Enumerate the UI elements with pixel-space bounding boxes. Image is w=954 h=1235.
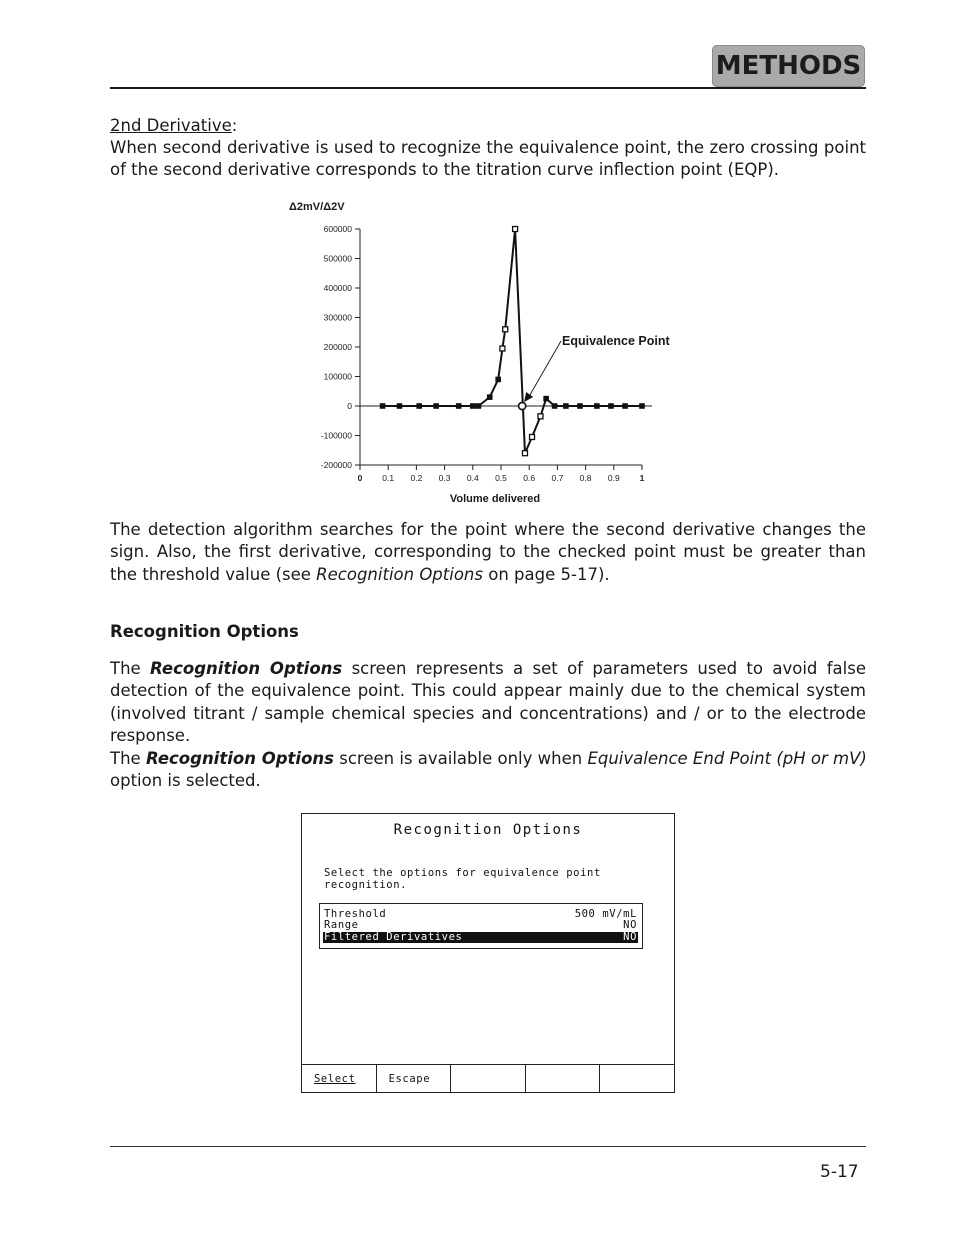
p2-pre: The [110,749,146,768]
detection-text-1: The detection algorithm searches for the point where the second derivative changes the sign. Also, the first derivative, corresponding to the checked point must be greater than the threshold value (see [110,520,866,584]
equivalence-point-marker [519,402,526,409]
data-point [476,403,482,409]
x-tick-label: 0.4 [466,473,479,483]
data-point [495,377,501,383]
data-point [577,403,583,409]
y-tick-label: 500000 [323,253,352,264]
header-rule [110,87,866,89]
data-point [639,403,645,409]
data-point [500,346,505,351]
x-tick-label: 0.2 [410,473,423,483]
softkey-bar [302,1064,674,1092]
options-list [319,903,643,949]
equivalence-annotation [519,334,671,410]
option-range[interactable] [323,920,638,931]
x-tick-label: 0.7 [551,473,564,483]
y-tick-label: 0 [347,401,352,411]
recognition-paragraph-1 [110,658,866,748]
data-point [456,403,462,409]
x-ticks [358,465,645,483]
data-point [503,327,508,332]
p2-post: option is selected. [110,771,261,791]
x-tick-label: 0.1 [382,473,395,483]
screen-title: Recognition Options [393,822,583,838]
p1-pre: The [110,659,151,678]
x-tick-label: 0.8 [579,473,592,483]
data-point [416,403,422,409]
data-point [530,434,535,439]
option-label: Range [324,919,359,931]
data-point [470,403,476,409]
option-label: Filtered Derivatives [324,931,463,943]
section-badge: METHODS [712,45,865,87]
p2-term: Recognition Options [145,749,334,768]
data-point [538,414,543,419]
y-tick-label: 600000 [323,224,352,234]
recognition-options-link[interactable]: Recognition Options [316,564,483,584]
data-point [487,394,493,400]
x-tick-label: 0.5 [495,473,507,483]
x-tick-label: 1 [639,473,645,483]
y-tick-label: 400000 [323,283,352,293]
data-point [397,403,403,409]
select-softkey[interactable]: Select [302,1065,377,1092]
x-tick-label: 0.3 [438,473,451,483]
data-point [433,403,439,409]
data-point [622,403,628,409]
page-number: 5-17 [820,1162,859,1182]
p1-term: Recognition Options [150,659,343,678]
y-ticks [321,224,360,470]
x-axis-label: Volume delivered [449,493,541,505]
option-value: NO [623,931,637,943]
annotation-leader [528,341,561,398]
p1-post: screen represents a set of parameters used to avoid false detection of the equivalence point. This could appear mainly due to the chemical system (involved titrant / sample chemical species and concentrations) and / or to the electrode response. [110,659,866,746]
data-point [563,403,569,409]
softkey-4[interactable] [526,1065,601,1092]
recognition-heading: Recognition Options [110,622,299,641]
data-point [552,403,558,409]
p2-mid: screen is available only when [334,749,588,768]
second-derivative-chart [280,195,720,510]
data-point [543,396,549,402]
intro-heading: 2nd Derivative [110,116,232,135]
intro-heading-colon: : [231,116,238,135]
data-point [608,403,614,409]
escape-softkey[interactable]: Escape [377,1065,452,1092]
option-value: NO [623,919,637,931]
recognition-paragraph-2 [110,748,870,793]
y-axis-label: Δ2mV/Δ2V [289,201,345,213]
footer-rule [110,1146,866,1147]
y-tick-label: 100000 [323,371,352,382]
x-tick-label: 0.9 [607,473,620,483]
x-tick-label: 0.6 [523,473,536,483]
y-tick-label: 200000 [323,342,352,352]
y-tick-label: -100000 [320,430,352,441]
detection-paragraph [110,519,866,586]
option-label: Threshold [324,908,387,920]
equivalence-point-label: Equivalence Point [562,334,670,348]
intro-body: When second derivative is used to recognize the equivalence point, the zero crossing point of the second derivative corresponds to the titration curve inflection point (EQP). [110,138,866,180]
option-threshold[interactable] [323,909,638,920]
y-tick-label: -200000 [320,460,352,470]
p2-option: Equivalence End Point (pH or mV) [587,749,867,768]
option-value: 500 mV/mL [574,908,637,920]
recognition-options-screen [301,813,675,1093]
detection-text-2: on page 5-17). [483,564,610,584]
x-tick-label: 0 [357,473,363,483]
annotation-arrowhead [524,392,533,402]
data-point [594,403,600,409]
softkey-3[interactable] [451,1065,526,1092]
softkey-5[interactable] [600,1065,674,1092]
option-filtered-derivatives[interactable] [323,932,638,943]
data-point [513,227,518,232]
data-point [380,403,386,409]
y-tick-label: 300000 [323,312,352,323]
intro-heading-line [110,115,866,137]
screen-prompt: Select the options for equivalence point recognition. [324,867,601,891]
data-point [522,451,527,456]
